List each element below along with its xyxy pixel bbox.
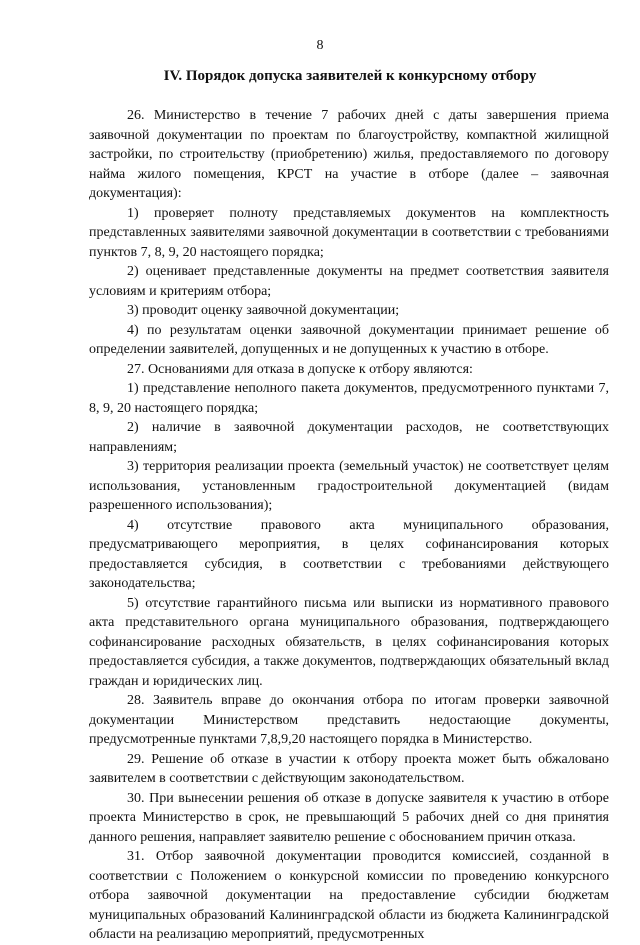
section-heading: IV. Порядок допуска заявителей к конкурсному отбору: [163, 68, 537, 84]
page-number: 8: [316, 38, 324, 53]
paragraph-27-item-1: 1) представление неполного пакета документов, предусмотренного пунктами 7, 8, 9, 20 настоящего порядка;: [89, 381, 609, 416]
paragraph-30: 30. При вынесении решения об отказе в допуске заявителя к участию в отборе проекта Министерство в срок, не превышающий 5 рабочих дней со дня принятия данного решения, направляет заявителю решение с обоснованием причин отказа.: [89, 790, 609, 845]
paragraph-27: 27. Основаниями для отказа в допуске к отбору являются:: [127, 361, 473, 377]
paragraph-26-item-2: 2) оценивает представленные документы на предмет соответствия заявителя условиям и критериям отбора;: [89, 264, 609, 299]
paragraph-26-item-3: 3) проводит оценку заявочной документации;: [127, 303, 400, 318]
paragraph-27-item-4: 4) отсутствие правового акта муниципального образования, предусматривающего мероприятия, в целях софинансирования которых предоставляется субсидия, в соответствии с требованиями действующего законодательства;: [89, 517, 609, 591]
paragraph-29: 29. Решение об отказе в участии к отбору проекта может быть обжаловано заявителем в соответствии с действующим законодательством.: [89, 751, 609, 786]
paragraph-27-item-3: 3) территория реализации проекта (земельный участок) не соответствует целям использования, установленным градостроительной документацией (видам разрешенного использования);: [89, 459, 609, 513]
paragraph-26-item-1: 1) проверяет полноту представляемых документов на комплектность представленных заявителями заявочной документации в соответствии с требованиями пунктов 7, 8, 9, 20 настоящего порядка;: [89, 205, 609, 260]
paragraph-27-item-5: 5) отсутствие гарантийного письма или выписки из нормативного правового акта представительного органа муниципального образования, подтверждающего софинансирование расходных обязательств, в целях софинансирования которых предоставляется субсидия, а также документов, подтверждающих обязательный вклад граждан и юридических лиц.: [89, 595, 609, 689]
paragraph-26: 26. Министерство в течение 7 рабочих дней с даты завершения приема заявочной документации по проектам по благоустройству, компактной жилищной застройки, по строительству (приобретению) жилья, предоставляемого по договору найма жилого помещения, КРСТ на участие в отборе (далее – заявочная документация):: [89, 108, 609, 201]
paragraph-27-item-2: 2) наличие в заявочной документации расходов, не соответствующих направлениям;: [89, 420, 609, 455]
paragraph-26-item-4: 4) по результатам оценки заявочной документации принимает решение об определении заявителей, допущенных и не допущенных к участию в отборе.: [89, 322, 609, 357]
paragraph-28: 28. Заявитель вправе до окончания отбора по итогам проверки заявочной документации Министерством представить недостающие документы, предусмотренные пунктами 7,8,9,20 настоящего порядка в Министерство.: [89, 693, 609, 747]
document-body: [89, 106, 609, 945]
paragraph-31: 31. Отбор заявочной документации проводится комиссией, созданной в соответствии с Положением о конкурсной комиссии по проведению конкурсного отбора заявочной документации на предоставление субсидии бюджетам муниципальных образований Калининградской области из бюджета Калининградской области на реализацию мероприятий, предусмотренных: [89, 849, 609, 942]
